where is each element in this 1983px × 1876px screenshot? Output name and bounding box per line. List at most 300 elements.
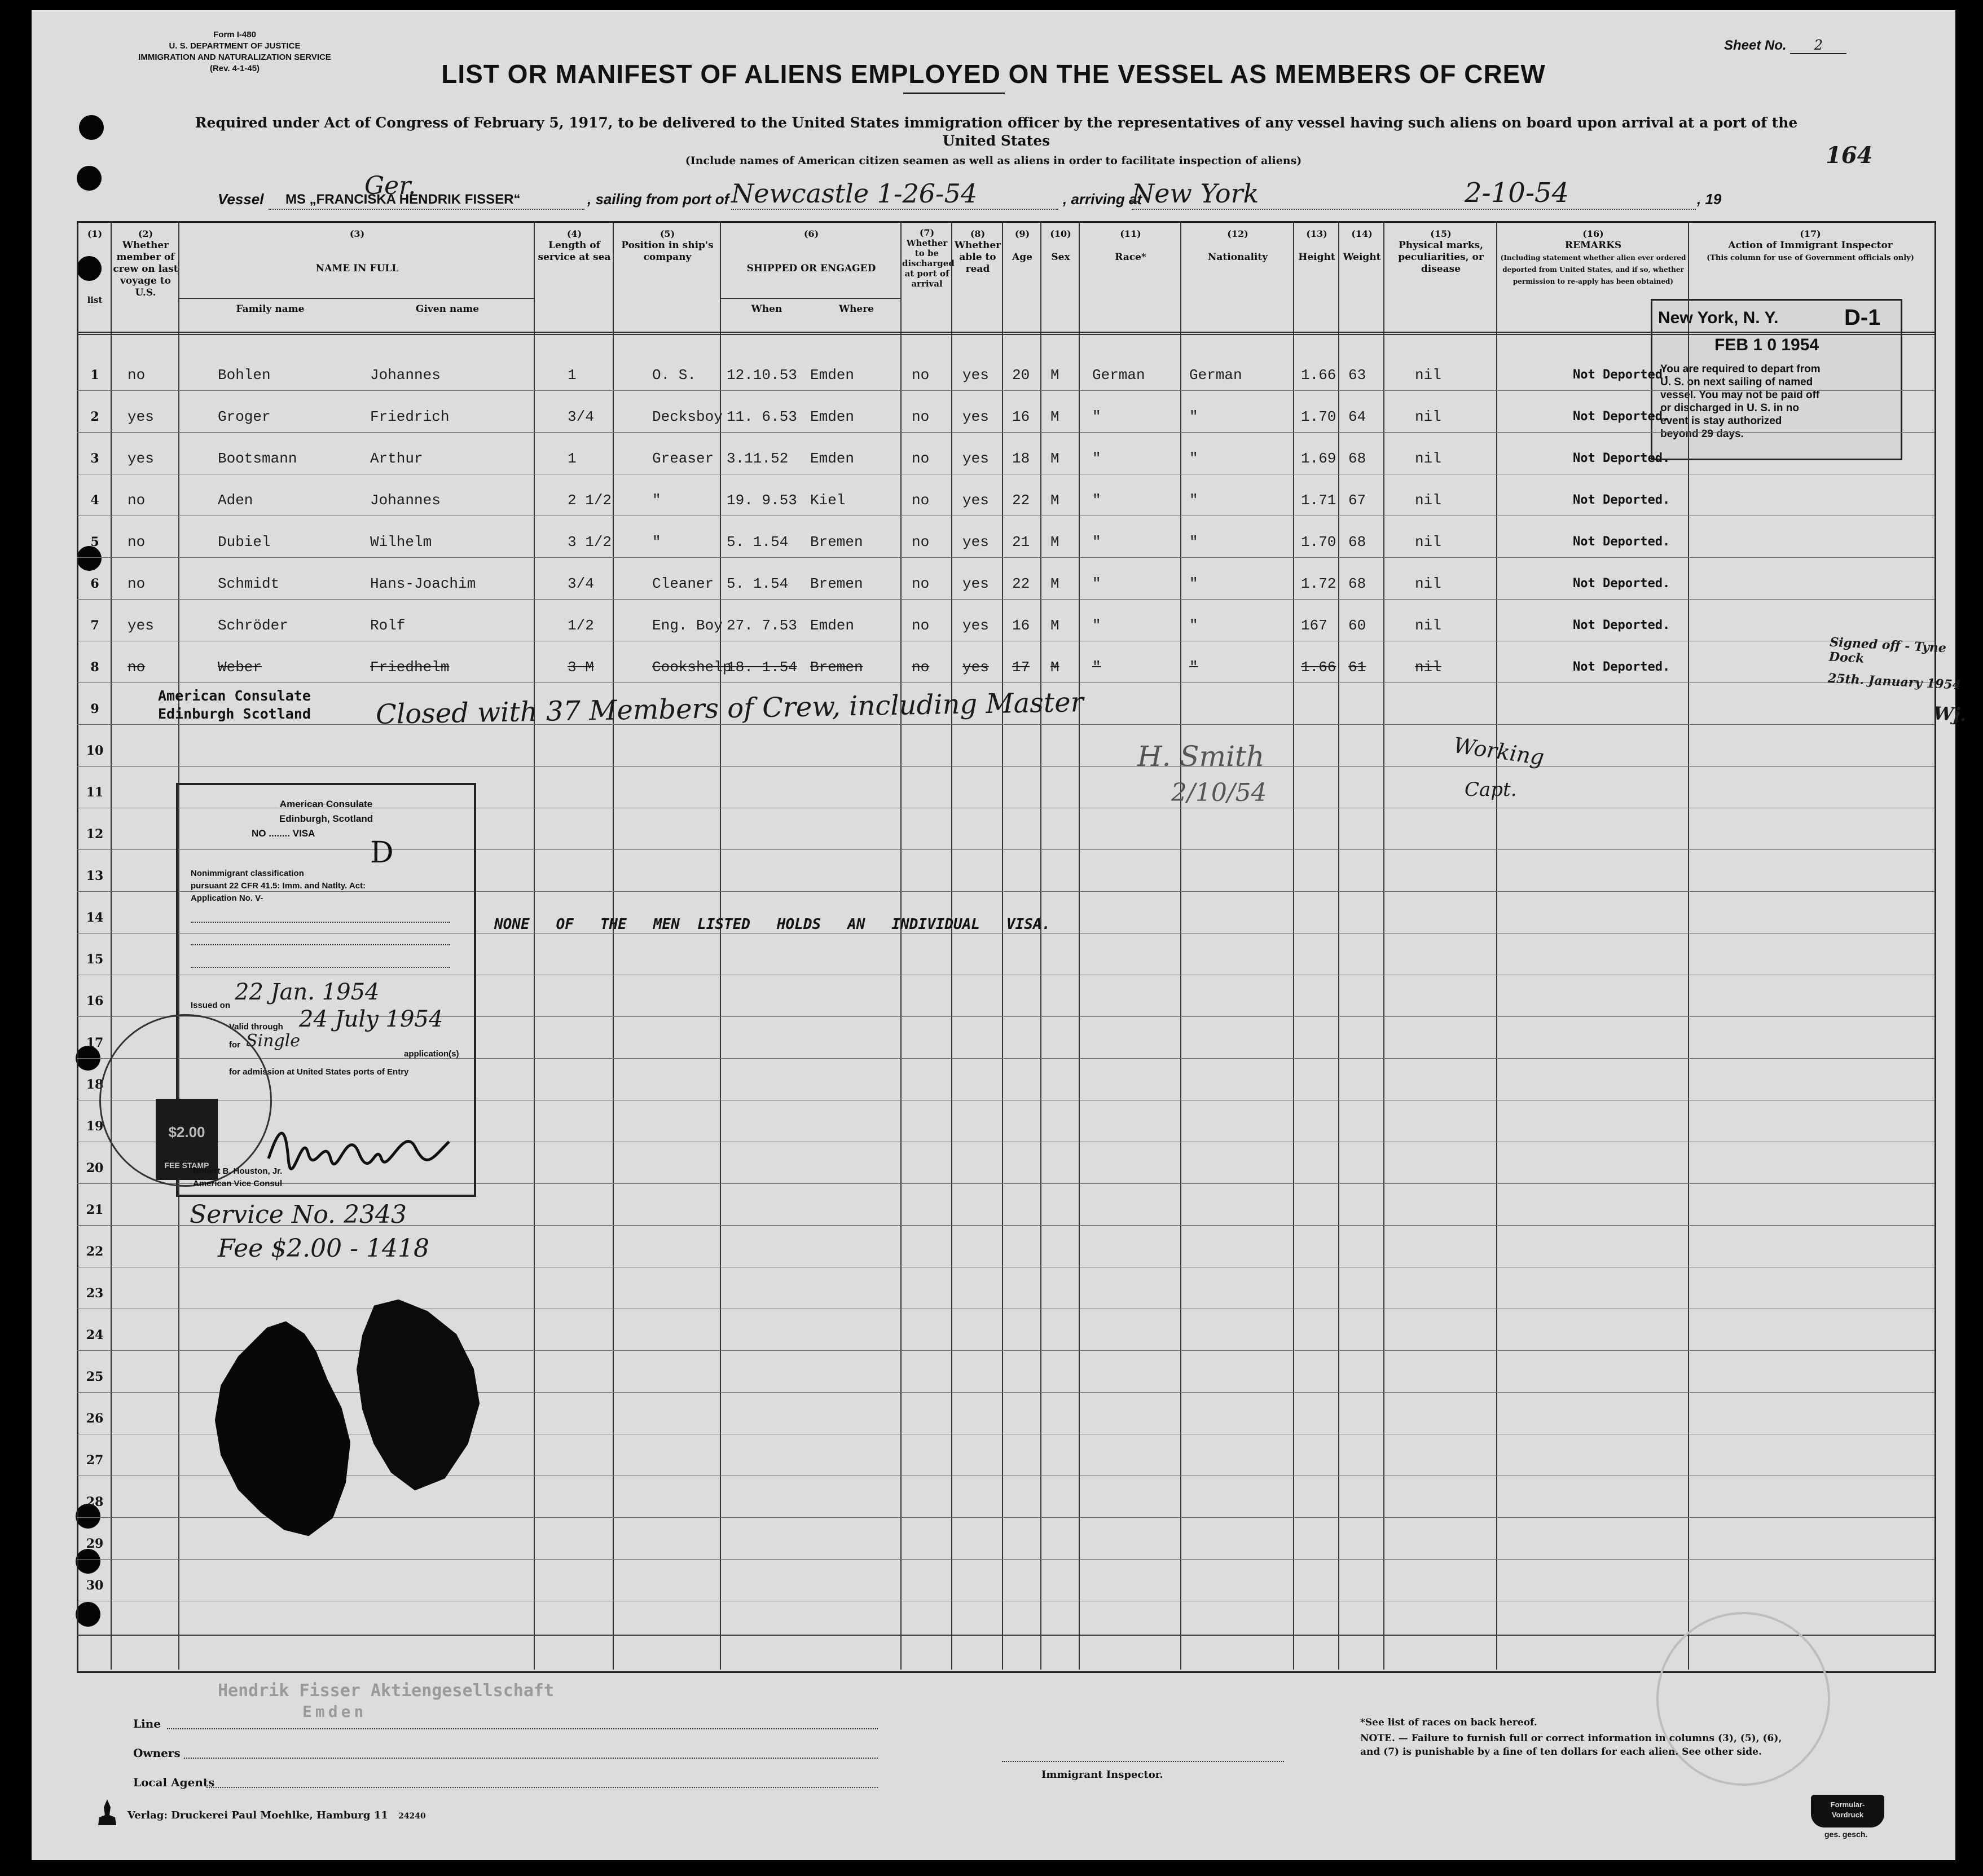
cell-where: Emden	[810, 450, 855, 467]
col-label: Action of Immigrant Inspector	[1728, 240, 1893, 251]
col-header-15	[1385, 228, 1497, 275]
col-note: (Including statement whether alien ever ordered deported from United States, and if so, whether permission to re-apply has been obtained)	[1500, 254, 1686, 285]
column-divider	[1079, 221, 1080, 1670]
cell-last-voyage: yes	[127, 617, 154, 634]
cell-nationality: "	[1189, 492, 1198, 509]
remarks-cell: Not Deported.	[1573, 368, 1670, 382]
stamp-line	[191, 944, 450, 945]
col-label: Sex	[1051, 252, 1070, 263]
cell-age: 22	[1012, 575, 1030, 592]
cell-race: "	[1092, 659, 1101, 676]
terms-line: vessel. You may not be paid off	[1660, 389, 1820, 401]
signed-off-note	[1826, 635, 1970, 726]
inspector-label: Immigrant Inspector.	[1041, 1769, 1163, 1781]
cell-discharged: no	[912, 659, 930, 676]
row-divider	[77, 682, 1934, 683]
col-header-11	[1080, 228, 1181, 263]
col-label: Physical marks, peculiarities, or disease	[1398, 240, 1484, 275]
cell-read: yes	[962, 575, 989, 592]
application-count-label: application(s)	[404, 1049, 459, 1059]
cell-race: "	[1092, 492, 1101, 509]
cell-family: Aden	[218, 492, 253, 509]
cell-where: Bremen	[810, 659, 863, 676]
col-label: Height	[1298, 252, 1335, 263]
vessel-name: MS „FRANCISKA HENDRIK FISSER“	[285, 192, 521, 207]
visa-line: NO ........ VISA	[252, 828, 315, 839]
cell-sex: M	[1050, 408, 1059, 425]
col-header-9	[1004, 228, 1041, 263]
note-label: NOTE.	[1360, 1733, 1395, 1744]
col-num: (11)	[1120, 228, 1141, 239]
row-number: 25	[86, 1369, 104, 1384]
page-number: 164	[1826, 142, 1873, 169]
cell-when: 5. 1.54	[727, 575, 789, 592]
inspection-port: New York, N. Y.	[1658, 309, 1779, 327]
row-number: 13	[86, 869, 104, 883]
col-header-13	[1295, 228, 1339, 263]
col-num: (2)	[138, 228, 153, 239]
consul-signature-icon	[263, 1119, 455, 1175]
when-header: When	[751, 303, 782, 315]
column-divider	[1293, 221, 1294, 1670]
cell-family: Bootsmann	[218, 450, 297, 467]
cell-height: 1.66	[1301, 367, 1336, 384]
cell-read: yes	[962, 367, 989, 384]
working-note: Working	[1452, 732, 1546, 770]
cell-sex: M	[1050, 534, 1059, 551]
cell-age: 22	[1012, 492, 1030, 509]
revision: (Rev. 4-1-45)	[209, 64, 260, 73]
printer-mark-text: Vordruck	[1831, 1811, 1864, 1819]
signed-off-line: Signed off - Tyne Dock	[1828, 635, 1947, 666]
inspection-date: FEB 1 0 1954	[1714, 336, 1819, 354]
cell-race: "	[1092, 450, 1101, 467]
col-num: (13)	[1306, 228, 1327, 239]
col-num: (3)	[349, 228, 365, 239]
cell-service: 3/4	[568, 408, 594, 425]
row-number: 6	[90, 576, 99, 591]
row-divider	[77, 557, 1934, 558]
cell-weight: 60	[1348, 617, 1366, 634]
cell-given: Johannes	[370, 367, 441, 384]
row-number: 27	[86, 1453, 104, 1468]
consular-city: Edinburgh, Scotland	[279, 813, 373, 824]
remarks-cell: Not Deported.	[1573, 660, 1670, 674]
cell-service: 1/2	[568, 617, 594, 634]
stamp-line	[191, 967, 450, 968]
row-number: 26	[86, 1411, 104, 1426]
col-num: (15)	[1430, 228, 1452, 239]
faint-seal-icon	[1656, 1612, 1830, 1786]
sailing-label: , sailing from port of	[587, 191, 729, 208]
cell-sex: M	[1050, 617, 1059, 634]
cell-last-voyage: no	[127, 534, 146, 551]
printer-mark-icon	[1811, 1795, 1884, 1827]
punch-hole	[77, 166, 102, 191]
consulate-line: Edinburgh Scotland	[158, 706, 311, 722]
manifest-page	[32, 10, 1967, 1860]
column-divider	[720, 221, 721, 1670]
row-number: 14	[86, 910, 104, 925]
signed-off-line: 25th. January 1954	[1827, 671, 1962, 693]
column-divider	[534, 221, 535, 1670]
vessel-flag: Ger.	[364, 171, 416, 200]
cell-last-voyage: no	[127, 367, 146, 384]
cell-where: Emden	[810, 367, 855, 384]
cell-given: Hans-Joachim	[370, 575, 476, 592]
visa-classification	[191, 867, 366, 905]
inspector-underline	[1002, 1761, 1284, 1762]
col-label: Weight	[1343, 252, 1381, 263]
remarks-cell: Not Deported.	[1573, 409, 1670, 424]
col-num: (8)	[970, 228, 986, 239]
column-divider	[951, 221, 952, 1670]
cell-age: 20	[1012, 367, 1030, 384]
cell-weight: 68	[1348, 575, 1366, 592]
printer-name	[127, 1809, 426, 1821]
col-label-1: list	[87, 295, 103, 305]
cell-position: O. S.	[652, 367, 697, 384]
company-stamp: Hendrik Fisser Aktiengesellschaft	[218, 1681, 555, 1701]
consulate-note	[158, 687, 311, 723]
cell-nationality: German	[1189, 367, 1242, 384]
remarks-cell: Not Deported.	[1573, 576, 1670, 591]
row-number: 17	[86, 1036, 104, 1050]
column-divider	[1002, 221, 1003, 1670]
col-num: (14)	[1351, 228, 1373, 239]
cell-weight: 67	[1348, 492, 1366, 509]
pursuant-label: pursuant 22 CFR 41.5: Imm. and Natlty. Act:	[191, 881, 366, 891]
arrival-date: 2-10-54	[1465, 177, 1569, 209]
signer-name: Robert B. Houston, Jr.	[193, 1166, 283, 1176]
cell-height: 1.71	[1301, 492, 1336, 509]
cell-marks: nil	[1415, 450, 1441, 467]
fee-stamp-label: FEE STAMP	[164, 1161, 209, 1170]
cell-nationality: "	[1189, 575, 1198, 592]
sheet-value: 2	[1790, 37, 1846, 54]
classification-label: Nonimmigrant classification	[191, 869, 304, 878]
fee-stamp-amount: $2.00	[168, 1124, 205, 1140]
signer-title: American Vice Consul	[193, 1179, 283, 1188]
cell-discharged: no	[912, 367, 930, 384]
cell-age: 17	[1012, 659, 1030, 676]
cell-given: Friedrich	[370, 408, 450, 425]
row-number: 5	[90, 535, 99, 549]
visa-note: NONE OF THE MEN LISTED HOLDS AN INDIVIDUAL VISA.	[494, 916, 1051, 933]
row-number: 22	[86, 1244, 104, 1259]
cell-discharged: no	[912, 575, 930, 592]
col-num: (17)	[1800, 228, 1821, 239]
row-number: 21	[86, 1203, 104, 1217]
cell-age: 21	[1012, 534, 1030, 551]
cell-sex: M	[1050, 450, 1059, 467]
col-label: Position in ship's company	[621, 240, 714, 263]
cell-family: Schmidt	[218, 575, 280, 592]
captain-note: Capt.	[1465, 778, 1517, 801]
column-divider	[1180, 221, 1181, 1670]
cell-given: Johannes	[370, 492, 441, 509]
row-number: 1	[90, 368, 99, 382]
row-number: 12	[86, 827, 104, 842]
title-underline	[903, 93, 1005, 94]
row-divider	[77, 724, 1934, 725]
printer-logo-icon	[90, 1796, 124, 1830]
col-header-7	[902, 227, 955, 289]
cell-where: Emden	[810, 408, 855, 425]
row-divider	[77, 390, 1934, 391]
cell-given: Friedhelm	[370, 659, 450, 676]
class-mark: D	[370, 836, 394, 870]
cell-service: 3/4	[568, 575, 594, 592]
col-num: (16)	[1582, 228, 1604, 239]
cell-position: Greaser	[652, 450, 714, 467]
row-number: 29	[86, 1536, 104, 1551]
cell-race: German	[1092, 367, 1145, 384]
remarks-cell: Not Deported.	[1573, 451, 1670, 465]
cell-family: Weber	[218, 659, 262, 676]
printer-mark-note: ges. gesch.	[1824, 1830, 1868, 1839]
cell-service: 1	[568, 367, 577, 384]
cell-when: 18. 1.54	[727, 659, 797, 676]
owners-underline	[184, 1758, 878, 1759]
col-num: (4)	[566, 228, 582, 239]
printer-mark-text: Formular-	[1830, 1800, 1865, 1809]
valid-label: Valid through	[229, 1022, 283, 1032]
cell-family: Schröder	[218, 617, 288, 634]
row-number: 18	[86, 1077, 104, 1092]
col-header-16	[1498, 228, 1689, 287]
cell-weight: 63	[1348, 367, 1366, 384]
col-label: Nationality	[1207, 252, 1268, 263]
col-header-8	[953, 228, 1003, 275]
cell-marks: nil	[1415, 492, 1441, 509]
cell-when: 11. 6.53	[727, 408, 797, 425]
row-number: 23	[86, 1286, 104, 1301]
cell-last-voyage: no	[127, 492, 146, 509]
cell-given: Rolf	[370, 617, 406, 634]
terms-line: event is stay authorized	[1660, 415, 1782, 427]
sheet-number	[1724, 37, 1846, 54]
cell-nationality: "	[1189, 408, 1198, 425]
cell-race: "	[1092, 575, 1101, 592]
cell-age: 16	[1012, 408, 1030, 425]
cell-service: 2 1/2	[568, 492, 612, 509]
cell-nationality: "	[1189, 450, 1198, 467]
row-divider	[77, 432, 1934, 433]
cell-age: 16	[1012, 617, 1030, 634]
col-num: (9)	[1014, 228, 1030, 239]
cell-family: Bohlen	[218, 367, 271, 384]
cell-last-voyage: no	[127, 575, 146, 592]
cell-position: Cookshelp	[652, 659, 732, 676]
cell-last-voyage: yes	[127, 450, 154, 467]
name-in-full: NAME IN FULL	[315, 263, 399, 274]
cell-weight: 68	[1348, 534, 1366, 551]
col-header-4	[535, 228, 613, 263]
printer-code: 24240	[398, 1812, 426, 1821]
row-number: 15	[86, 952, 104, 967]
races-note: *See list of races on back hereof.	[1360, 1717, 1537, 1728]
col-num: (5)	[659, 228, 675, 239]
for-value: Single	[246, 1031, 301, 1051]
cell-last-voyage: no	[127, 659, 146, 676]
terms-line: U. S. on next sailing of named	[1660, 376, 1813, 388]
fee-note: Fee $2.00 - 1418	[218, 1234, 429, 1263]
include-note: (Include names of American citizen seamen as well as aliens in order to facilitate inspection of aliens)	[685, 155, 1302, 167]
column-divider	[1688, 221, 1689, 1670]
cell-where: Emden	[810, 617, 855, 634]
consular-header: American Consulate	[279, 799, 373, 809]
cell-height: 167	[1301, 617, 1327, 634]
year-label: , 19	[1697, 191, 1722, 208]
cell-marks: nil	[1415, 659, 1441, 676]
row-number: 3	[90, 451, 99, 466]
cell-read: yes	[962, 659, 989, 676]
row-divider	[77, 1635, 1934, 1636]
cell-when: 19. 9.53	[727, 492, 797, 509]
arriving-underline	[1132, 209, 1696, 210]
consulate-line: American Consulate	[158, 688, 311, 704]
cell-where: Kiel	[810, 492, 846, 509]
cell-given: Wilhelm	[370, 534, 432, 551]
penalty-note	[1360, 1732, 1789, 1759]
column-divider	[900, 221, 902, 1670]
cell-marks: nil	[1415, 617, 1441, 634]
terms-line: beyond 29 days.	[1660, 428, 1744, 440]
column-divider	[1383, 221, 1384, 1670]
cell-read: yes	[962, 408, 989, 425]
row-number: 16	[86, 994, 104, 1009]
given-name-header: Given name	[415, 303, 480, 315]
printer-label: Verlag: Druckerei Paul Moehlke, Hamburg 11	[127, 1809, 388, 1821]
cell-when: 27. 7.53	[727, 617, 797, 634]
cell-height: 1.72	[1301, 575, 1336, 592]
row-divider	[720, 298, 900, 299]
col-note: (This column for use of Government officials only)	[1707, 254, 1914, 262]
col-label: Race*	[1115, 252, 1146, 263]
cell-weight: 64	[1348, 408, 1366, 425]
sailing-port: Newcastle 1-26-54	[731, 178, 978, 209]
row-divider	[77, 334, 1934, 335]
where-header: Where	[838, 303, 874, 315]
cell-where: Bremen	[810, 534, 863, 551]
officer-signature: H. Smith	[1137, 740, 1265, 773]
cell-marks: nil	[1415, 575, 1441, 592]
application-label: Application No. V-	[191, 893, 263, 903]
form-number: Form I-480	[213, 30, 256, 39]
consular-seal-icon	[99, 1014, 272, 1187]
col-header-2	[112, 228, 179, 299]
valid-date: 24 July 1954	[299, 1006, 443, 1032]
cell-marks: nil	[1415, 408, 1441, 425]
row-divider	[77, 1559, 1934, 1560]
cell-discharged: no	[912, 617, 930, 634]
punch-hole	[79, 115, 104, 140]
cell-nationality: "	[1189, 534, 1198, 551]
cell-position: "	[652, 534, 661, 551]
col-header-14	[1340, 228, 1384, 263]
column-divider	[1496, 221, 1497, 1670]
inspection-code: D-1	[1844, 305, 1881, 330]
cell-race: "	[1092, 534, 1101, 551]
col-num: (6)	[803, 228, 819, 239]
col-label: Whether able to read	[954, 240, 1001, 275]
cell-discharged: no	[912, 492, 930, 509]
row-number: 2	[90, 409, 99, 424]
row-divider	[77, 599, 1934, 600]
cell-service: 1	[568, 450, 577, 467]
row-divider	[77, 332, 1934, 333]
cell-nationality: "	[1189, 659, 1198, 676]
row-number: 4	[90, 493, 99, 508]
col-header-3	[180, 228, 534, 240]
agents-label: Local Agents	[133, 1776, 215, 1789]
terms-line: or discharged in U. S. in no	[1660, 402, 1799, 414]
embossed-seal-icon	[342, 1296, 489, 1499]
for-label: for	[229, 1040, 240, 1050]
remarks-cell: Not Deported.	[1573, 535, 1670, 549]
column-divider	[111, 221, 112, 1670]
row-number: 10	[86, 743, 104, 758]
cell-sex: M	[1050, 367, 1059, 384]
family-name-header: Family name	[236, 303, 305, 315]
cell-age: 18	[1012, 450, 1030, 467]
cell-discharged: no	[912, 450, 930, 467]
cell-when: 5. 1.54	[727, 534, 789, 551]
cell-discharged: no	[912, 408, 930, 425]
cell-service: 3 M	[568, 659, 594, 676]
issued-date: 22 Jan. 1954	[235, 979, 380, 1005]
row-number: 8	[90, 660, 99, 675]
agents-underline	[206, 1787, 878, 1788]
cell-position: Cleaner	[652, 575, 714, 592]
issued-label: Issued on	[191, 1001, 231, 1010]
service: IMMIGRATION AND NATURALIZATION SERVICE	[138, 52, 331, 62]
closed-note: Closed with 37 Members of Crew, including Master	[375, 686, 1084, 730]
remarks-cell: Not Deported.	[1573, 493, 1670, 507]
col-num: (12)	[1227, 228, 1248, 239]
vessel-underline	[269, 209, 584, 210]
cell-read: yes	[962, 450, 989, 467]
row-number: 9	[90, 702, 99, 716]
col-num: (10)	[1050, 228, 1071, 239]
row-number: 30	[86, 1578, 104, 1593]
col-header-12	[1182, 228, 1294, 263]
cell-family: Dubiel	[218, 534, 271, 551]
cell-read: yes	[962, 534, 989, 551]
column-divider	[1040, 221, 1041, 1670]
col-label: Length of service at sea	[538, 240, 611, 263]
note-text: — Failure to furnish full or correct information in columns (3), (5), (6), and (7) is punishable by a fine of ten dollars for each alien. See other side.	[1360, 1733, 1782, 1758]
stamp-line	[191, 922, 450, 923]
cell-last-voyage: yes	[127, 408, 154, 425]
cell-service: 3 1/2	[568, 534, 612, 551]
cell-position: Decksboy	[652, 408, 723, 425]
owners-label: Owners	[133, 1746, 181, 1760]
row-number: 20	[86, 1161, 104, 1175]
page-title: LIST OR MANIFEST OF ALIENS EMPLOYED ON THE VESSEL AS MEMBERS OF CREW	[441, 59, 1546, 89]
cell-height: 1.70	[1301, 534, 1336, 551]
row-number: 19	[86, 1119, 104, 1134]
cell-when: 12.10.53	[727, 367, 797, 384]
signed-off-initials: Wj.	[1933, 702, 1967, 726]
cell-position: "	[652, 492, 661, 509]
column-divider	[613, 221, 614, 1670]
col-label: Age	[1012, 252, 1032, 263]
cell-sex: M	[1050, 659, 1059, 676]
row-divider	[178, 298, 534, 299]
cell-height: 1.70	[1301, 408, 1336, 425]
